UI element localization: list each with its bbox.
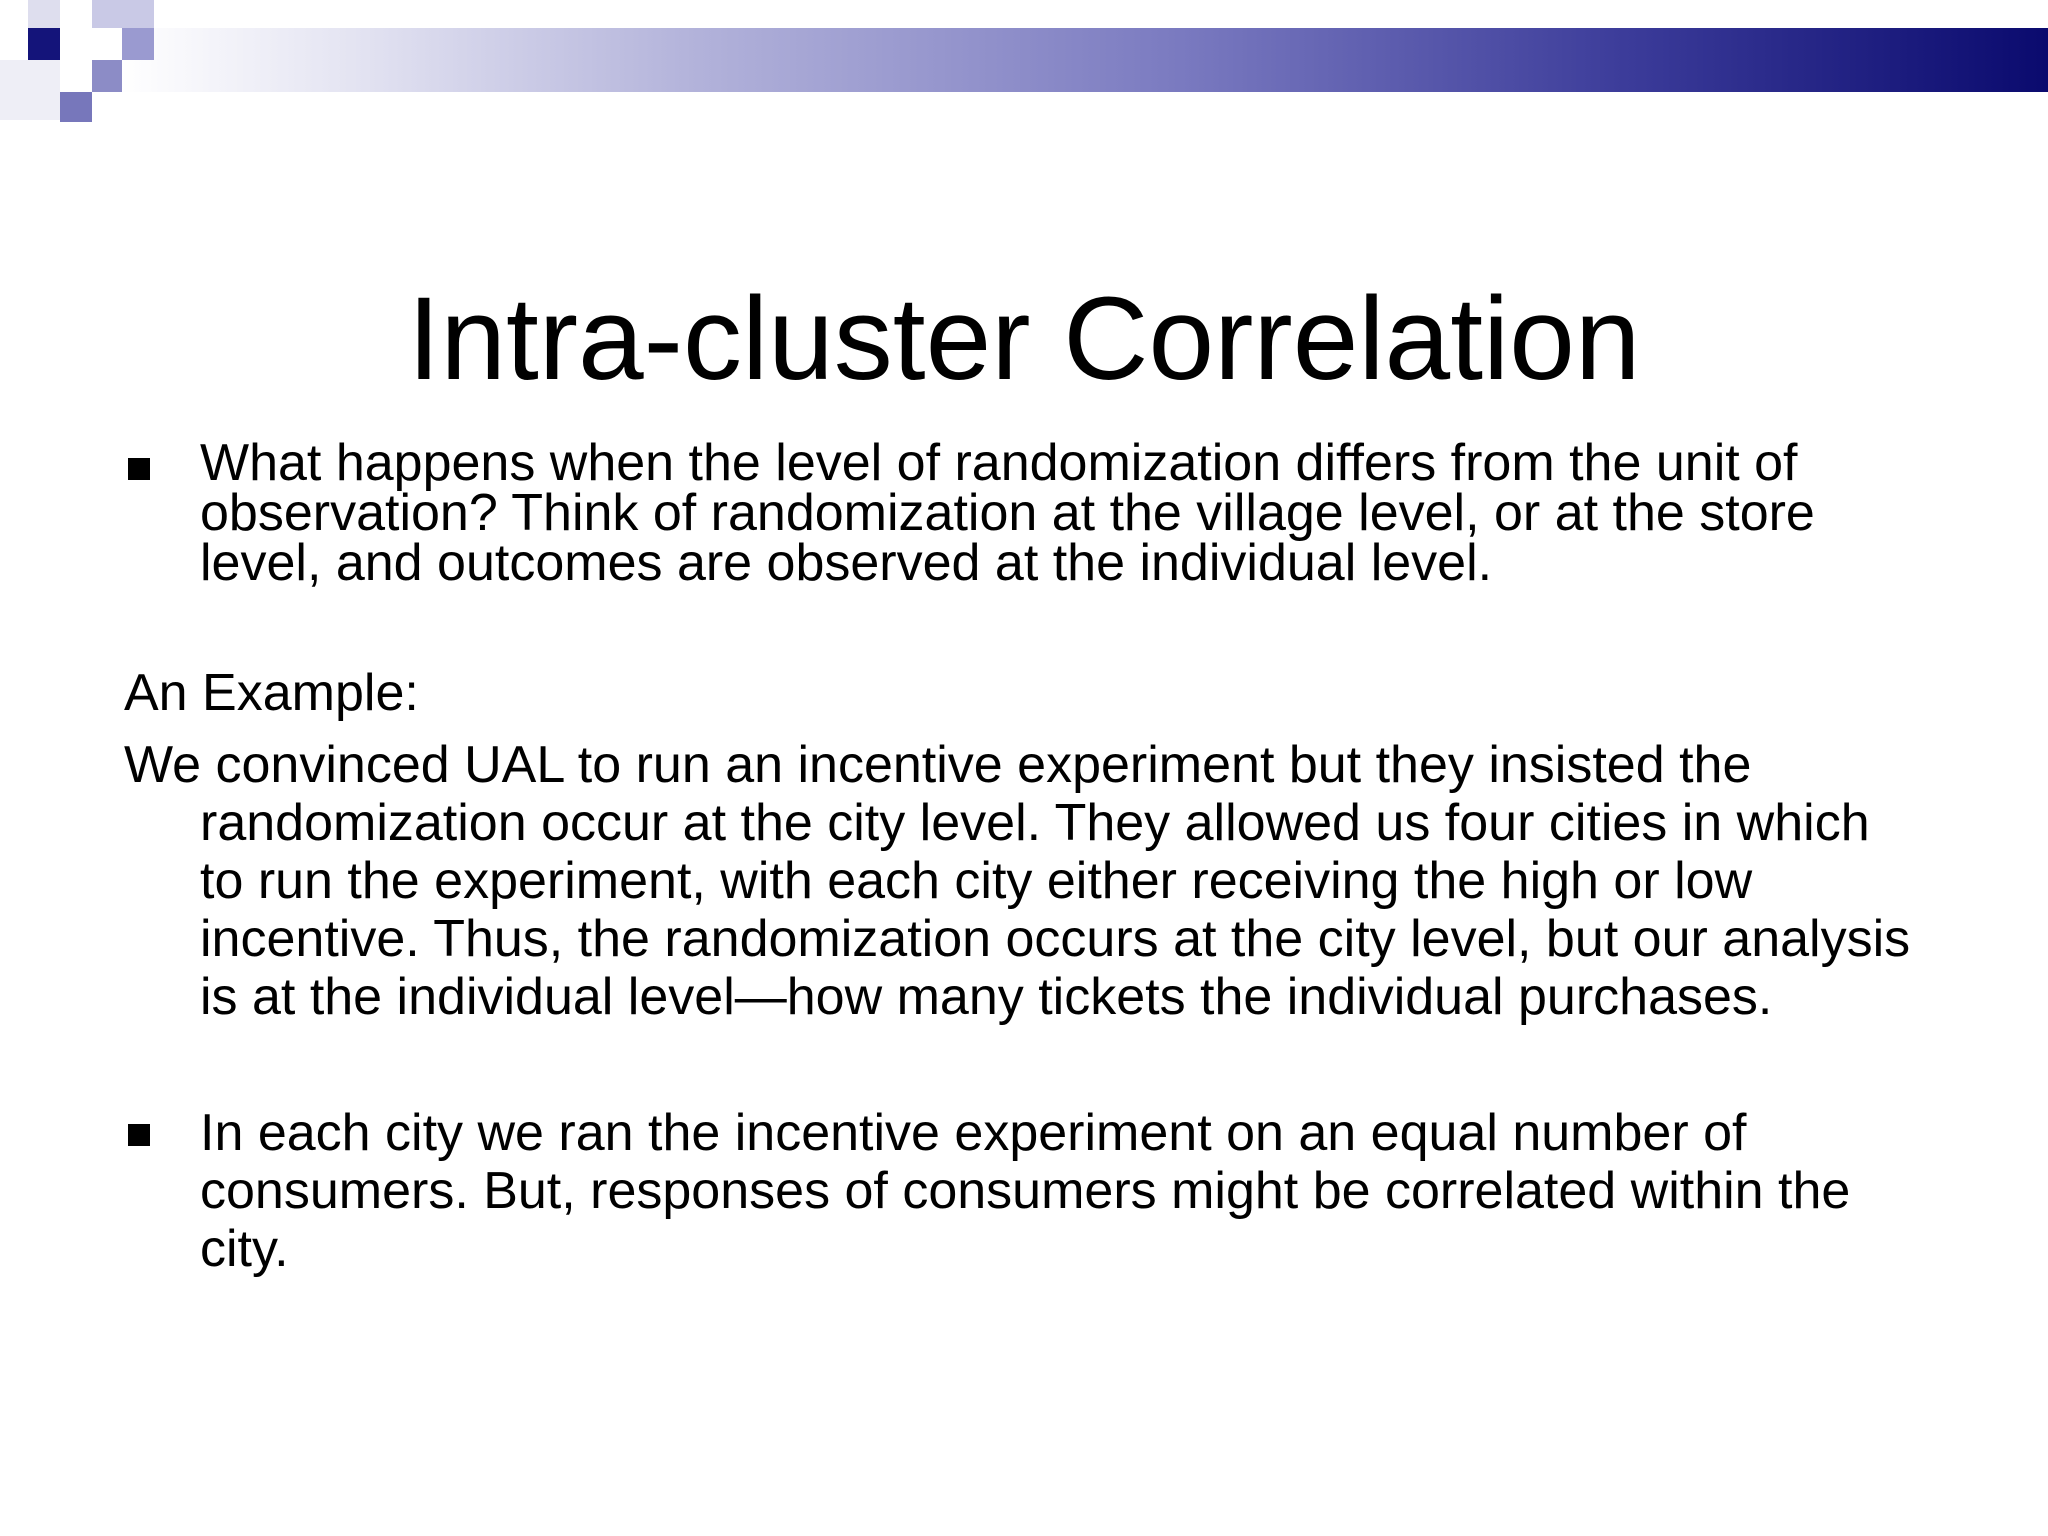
- corner-decoration-square: [0, 60, 60, 120]
- bullet-item-2-text: In each city we ran the incentive experiment on an equal number of consumers. But, responses of consumers might be correlated within the city.: [200, 1104, 1851, 1278]
- corner-decoration-square: [60, 28, 90, 60]
- corner-decoration-square: [92, 60, 122, 92]
- example-heading: An Example:: [124, 664, 419, 722]
- corner-decoration-square: [122, 28, 154, 60]
- example-paragraph: We convinced UAL to run an incentive experiment but they insisted the randomization occur at the city level. They allowed us four cities in which to run the experiment, with each city either receiving the high or low incentive. Thus, the randomization occurs at the city level, but our analysis is at the individual level—how many tickets the individual purchases.: [124, 736, 1911, 1026]
- slide-title: Intra-cluster Correlation: [407, 273, 1641, 406]
- corner-decoration-square: [60, 92, 92, 122]
- square-bullet-icon: [128, 458, 150, 480]
- slide-body: [124, 434, 1924, 1278]
- header-gradient-band: [120, 28, 2048, 92]
- corner-decoration-square: [92, 0, 154, 28]
- corner-decoration-square: [28, 0, 60, 28]
- bullet-item-1-text: What happens when the level of randomization differs from the unit of observation? Think of randomization at the village level, or at the store level, and outcomes are observed at the individual level.: [200, 434, 1815, 592]
- square-bullet-icon: [128, 1124, 150, 1146]
- corner-decoration-square: [28, 28, 60, 60]
- bullet-item-1: [124, 434, 1924, 592]
- bullet-item-2: [124, 1104, 1924, 1278]
